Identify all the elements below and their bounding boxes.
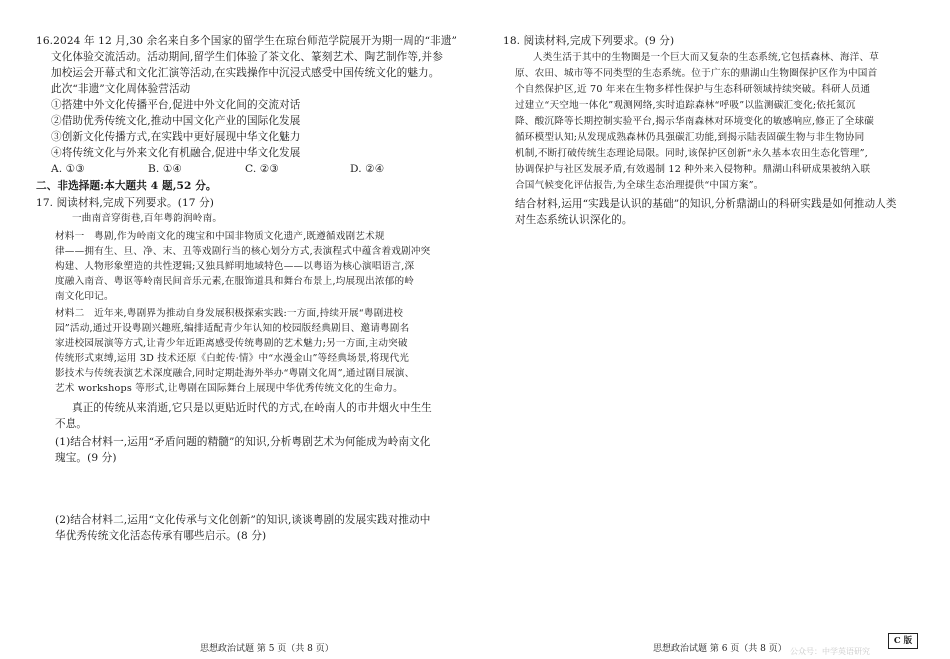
q18-material: 降、酸沉降等长期控制实验平台,揭示华南森林对环境变化的敏感响应,修正了全球碳: [515, 116, 875, 127]
q17-material-2: 艺术 workshops 等形式,让粤剧在国际舞台上展现中华优秀传统文化的生命力。: [55, 383, 403, 394]
q17-material-1: 律——拥有生、旦、净、末、丑等戏剧行当的核心划分方式,表演程式中蕴含着戏剧冲突: [55, 246, 431, 257]
q16-option-b: B. ①④: [148, 163, 183, 175]
q17-material-1: 构建、人物形象塑造的共性逻辑;又独具鲜明地域特色——以粤语为核心演唱语言,深: [55, 261, 415, 272]
q16-stem-line: 文化体验交流活动。活动期间,留学生们体验了茶文化、篆刻艺术、陶艺制作等,并参: [51, 51, 443, 63]
q17-material-1: 南文化印记。: [55, 291, 114, 302]
q18-material: 人类生活于其中的生物圈是一个巨大而又复杂的生态系统,它包括森林、海洋、草: [533, 52, 880, 63]
q16-stem-line: 此次“非遗”文化周体验营活动: [51, 83, 191, 95]
q18-material: 合国气候变化评估报告,为全球生态治理提供“中国方案”。: [515, 180, 764, 191]
watermark: 公众号：中学英语研究: [790, 647, 870, 656]
q16-item: ②借助优秀传统文化,推动中国文化产业的国际化发展: [51, 115, 301, 127]
q17-epigraph: 一曲南音穿街巷,百年粤韵润岭南。: [72, 213, 223, 224]
q17-closing: 不息。: [55, 418, 88, 430]
q18-material: 协调保护与社区发展矛盾,有效遏制 12 种外来入侵物种。鼎湖山科研成果被纳入联: [515, 164, 871, 175]
q18-question: 结合材料,运用“实践是认识的基础”的知识,分析鼎湖山的科研实践是如何推动人类: [515, 198, 897, 210]
q16-option-d: D. ②④: [350, 163, 385, 175]
q17-head: 17. 阅读材料,完成下列要求。(17 分): [36, 197, 215, 209]
q17-material-2: 材料二 近年来,粤剧界为推动自身发展积极探索实践:一方面,持续开展“粤剧进校: [55, 308, 404, 319]
q18-material: 过建立“天空地一体化”观测网络,实时追踪森林“呼吸”以监测碳汇变化;依托氮沉: [515, 100, 856, 111]
q16-item: ④将传统文化与外来文化有机融合,促进中华文化发展: [51, 147, 301, 159]
q18-material: 原、农田、城市等不同类型的生态系统。位于广东的鼎湖山生物圈保护区作为中国首: [515, 68, 878, 79]
q17-material-2: 影技术与传统表演艺术深度融合,同时定期赴海外举办“粤剧文化周”,通过剧目展演、: [55, 368, 415, 379]
q16-stem-line: 16.2024 年 12 月,30 余名来自多个国家的留学生在琼台师范学院展开为期一周的“非遗”: [36, 35, 458, 47]
q18-material: 个自然保护区,近 70 年来在生物多样性保护与生态科研领域持续突破。科研人员通: [515, 84, 871, 95]
q17-material-2: 传统形式束缚,运用 3D 技术还原《白蛇传·情》中“水漫金山”等经典场景,将现代光: [55, 353, 410, 364]
version-badge: C 版: [888, 633, 918, 649]
q16-stem-line: 加校运会开幕式和文化汇演等活动,在实践操作中沉浸式感受中国传统文化的魅力。: [51, 67, 440, 79]
q16-option-a: A. ①③: [51, 163, 85, 175]
q17-subquestion-2: (2)结合材料二,运用“文化传承与文化创新”的知识,谈谈粤剧的发展实践对推动中: [55, 514, 431, 526]
q16-item: ③创新文化传播方式,在实践中更好展现中华文化魅力: [51, 131, 301, 143]
q17-subquestion-1: (1)结合材料一,运用“矛盾问题的精髓”的知识,分析粤剧艺术为何能成为岭南文化: [55, 436, 431, 448]
q16-item: ①搭建中外文化传播平台,促进中外文化间的交流对话: [51, 99, 301, 111]
q17-material-1: 材料一 粤剧,作为岭南文化的瑰宝和中国非物质文化遗产,既遵循戏剧艺术规: [55, 231, 385, 242]
q17-material-2: 家进校园展演等方式,让青少年近距离感受传统粤剧的艺术魅力;另一方面,主动突破: [55, 338, 408, 349]
q18-question: 对生态系统认识深化的。: [515, 214, 633, 226]
q17-subquestion-1: 瑰宝。(9 分): [55, 452, 117, 464]
q18-head: 18. 阅读材料,完成下列要求。(9 分): [503, 35, 675, 47]
q17-closing: 真正的传统从来消逝,它只是以更贴近时代的方式,在岭南人的市井烟火中生生: [72, 402, 432, 414]
q18-material: 循环模型认知;从发现成熟森林仍具强碳汇功能,到揭示陆表固碳生物与非生物协同: [515, 132, 865, 143]
page-footer: 思想政治试题 第 6 页（共 8 页）: [653, 644, 787, 654]
q17-material-1: 度融入南音、粤讴等岭南民间音乐元素,在服饰道具和舞台布景上,均展现出浓郁的岭: [55, 276, 415, 287]
page-footer: 思想政治试题 第 5 页（共 8 页）: [200, 644, 334, 654]
q17-subquestion-2: 华优秀传统文化活态传承有哪些启示。(8 分): [55, 530, 267, 542]
section-heading: 二、非选择题:本大题共 4 题,52 分。: [36, 180, 217, 192]
q16-option-c: C. ②③: [245, 163, 279, 175]
q17-material-2: 园”活动,通过开设粤剧兴趣班,编排适配青少年认知的校园版经典剧目、邀请粤剧名: [55, 323, 410, 334]
q18-material: 机制,不断打破传统生态理论局限。同时,该保护区创新“永久基本农田生态化管理”,: [515, 148, 868, 159]
